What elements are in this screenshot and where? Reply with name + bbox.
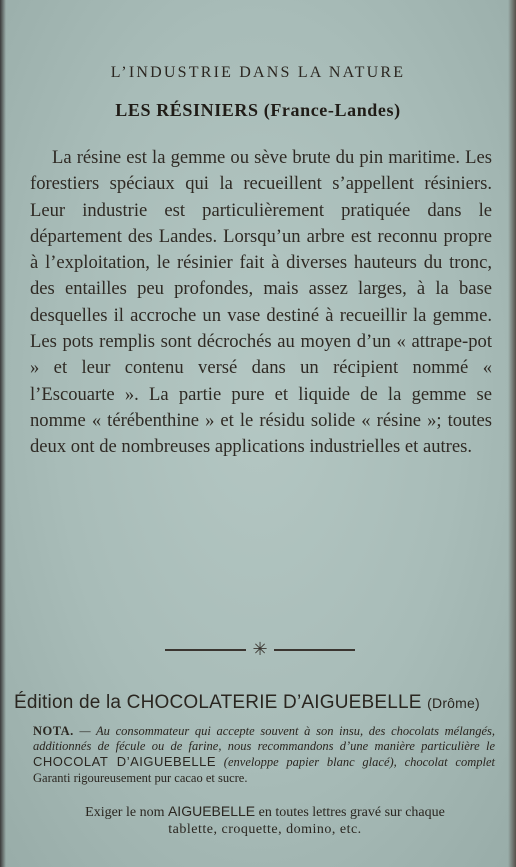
asterisk-ornament-icon: ✳ (252, 639, 268, 660)
nota-label: NOTA. (33, 724, 74, 738)
nota-paragraph (33, 724, 495, 786)
divider-line-left (165, 649, 246, 651)
card-subtitle: LES RÉSINIERS (France-Landes) (115, 100, 401, 120)
region-text: (Drôme) (427, 695, 480, 711)
ornamental-divider (165, 640, 355, 660)
exiger-text: Exiger le nom (85, 805, 168, 820)
nota-guarantee: Garanti rigoureusement pur cacao et sucre. (33, 770, 248, 785)
divider-line-right (274, 649, 355, 651)
edition-line (14, 692, 510, 714)
nota-text: — Au consommateur qui accepte souvent à son insu, des chocolats mélangés, additionnés de fécule ou de farine, nous recommandons d’une manière particulière le (33, 724, 495, 754)
exiger-line (30, 802, 500, 822)
nota-brand: CHOCOLAT D’AIGUEBELLE (33, 754, 217, 770)
exiger-text-2: en toutes lettres gravé sur chaque (255, 805, 445, 820)
edition-text: Édition de la CHOCOLATERIE D’AIGUEBELLE (14, 692, 422, 713)
nota-text-2: (enveloppe papier blanc glacé), chocolat complet (216, 755, 495, 770)
description-paragraph: La résine est la gemme ou sève brute du pin maritime. Les forestiers spéciaux qui la recueillent s’appellent résiniers. Leur industrie est particulièrement pratiquée dans le département des Landes. Lorsqu’un arbre est reconnu propre à l’exploitation, le résinier fait à diverses hauteurs du tronc, des entailles peu profondes, mais assez larges, à la base desquelles il accroche un vase destiné à recueillir la gemme. Les pots remplis sont décrochés au moyen d’un « attrape-pot » et leur contenu versé dans un récipient nommé « l’Escouarte ». La partie pure et liquide de la gemme se nomme « térébenthine » et le résidu solide « résine »; toutes deux ont de nombreuses applications industrielles et autres. (30, 147, 492, 458)
exiger-brand: AIGUEBELLE (167, 803, 256, 819)
series-title: L’INDUSTRIE DANS LA NATURE (110, 64, 406, 81)
products-line: tablette, croquette, domino, etc. (168, 822, 362, 837)
